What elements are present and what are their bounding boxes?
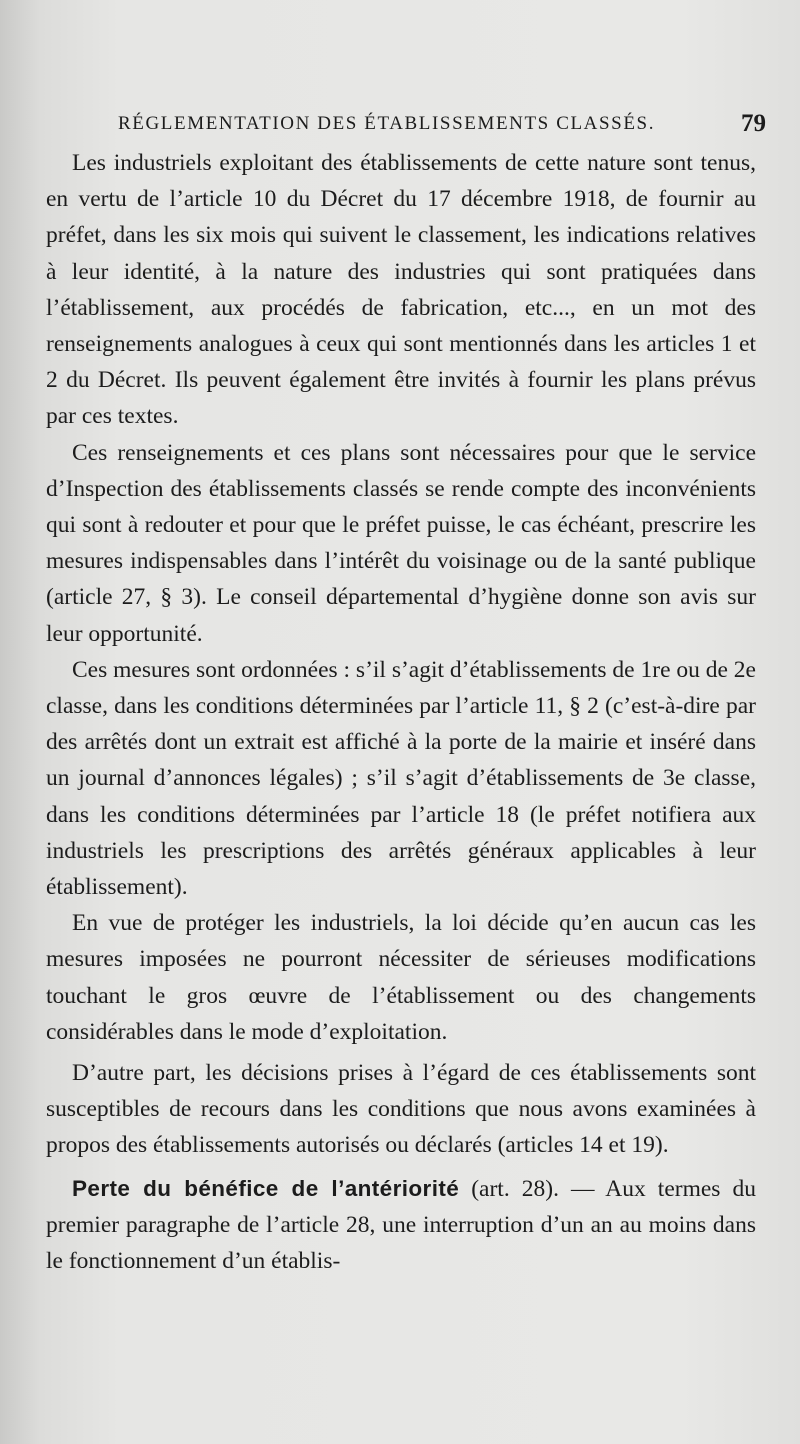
paragraph-1: Les industriels exploitant des établissements de cette nature sont tenus, en vertu de l’article 10 du Décret du 17 décembre 1918, de fournir au préfet, dans les six mois qui suivent le classement, les indications relatives à leur identité, à la nature des industries qui sont pratiquées dans l’établissement, aux procédés de fabrication, etc..., en un mot des renseignements analogues à ceux qui sont mentionnés dans les articles 1 et 2 du Décret. Ils peuvent également être invités à fournir les plans prévus par ces textes. [46,150,756,430]
page-number: 79 [741,110,766,137]
section-paragraph [46,1171,756,1280]
paragraph-2: Ces renseignements et ces plans sont nécessaires pour que le service d’Inspection des établissements classés se rende compte des inconvénients qui sont à redouter et pour que le préfet puisse, le cas échéant, prescrire les mesures indispensables dans l’intérêt du voisinage ou de la santé publique (article 27, § 3). Le conseil départemental d’hygiène donne son avis sur leur opportunité. [46,439,756,647]
body-text [46,145,756,1279]
section-text: (art. 28). — Aux termes du premier paragraphe de l’article 28, une interruption d’un an au moins dans le fonctionnement d’un établis- [46,1175,756,1275]
paragraph-5: D’autre part, les décisions prises à l’égard de ces établissements sont susceptibles de recours dans les conditions que nous avons examinées à propos des établissements autorisés ou déclarés (articles 14 et 19). [46,1060,756,1159]
running-title: RÉGLEMENTATION DES ÉTABLISSEMENTS CLASSÉS. [118,113,656,134]
running-header [118,106,766,142]
paragraph-4: En vue de protéger les industriels, la loi décide qu’en aucun cas les mesures imposées ne pourront nécessiter de sérieuses modifications touchant le gros œuvre de l’établissement ou des changements considérables dans le mode d’exploitation. [46,910,756,1045]
section-title: Perte du bénéfice de l’antériorité [72,1175,460,1201]
paragraph-3: Ces mesures sont ordonnées : s’il s’agit d’établissements de 1re ou de 2e classe, dans les conditions déterminées par l’article 11, § 2 (c’est-à-dire par des arrêtés dont un extrait est affiché à la porte de la mairie et inséré dans un journal d’annonces légales) ; s’il s’agit d’établissements de 3e classe, dans les conditions déterminées par l’article 18 (le préfet notifiera aux industriels les prescriptions des arrêtés généraux applicables à leur établissement). [46,656,756,901]
